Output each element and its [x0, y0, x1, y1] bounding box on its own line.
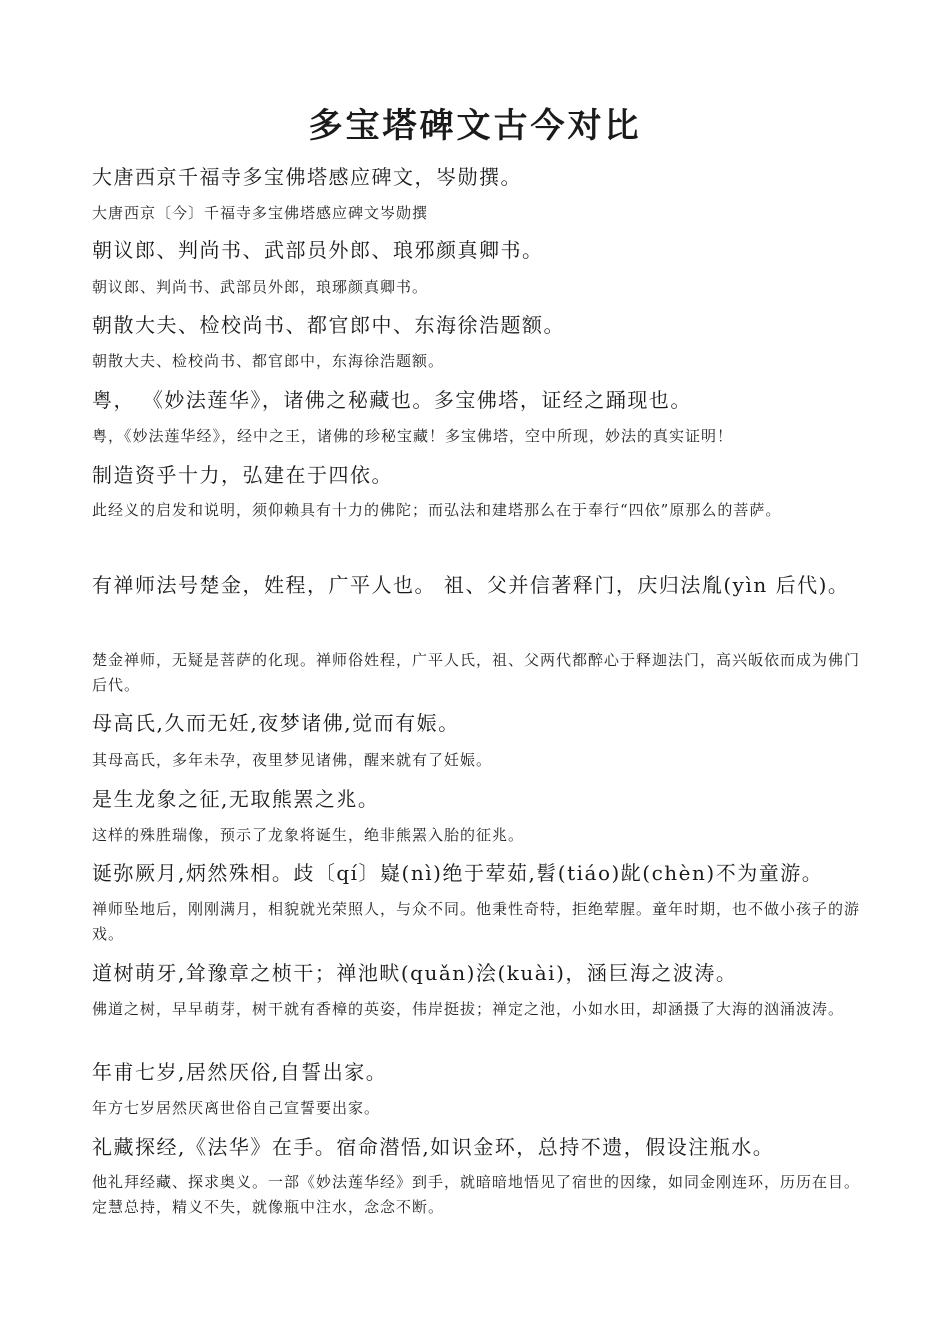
original-text: 是生龙象之征,无取熊罴之兆。 — [92, 787, 380, 811]
modern-translation: 禅师坠地后，刚刚满月，相貌就光荣照人，与众不同。他秉性奇特，拒绝荤腥。童年时期，也不做小孩子的游戏。 — [92, 900, 861, 943]
original-text: 制造资乎十力，弘建在于四依。 — [92, 463, 393, 487]
original-text: 粤， 《妙法莲华》，诸佛之秘藏也。多宝佛塔，证经之踊现也。 — [92, 388, 692, 412]
modern-translation: 朝议郎、判尚书、武部员外郎，琅琊颜真卿书。 — [92, 278, 429, 296]
modern-translation: 这样的殊胜瑞像，预示了龙象将诞生，绝非熊罴入胎的征兆。 — [92, 826, 525, 844]
original-text: 大唐西京千福寺多宝佛塔感应碑文，岑勋撰。 — [92, 165, 522, 189]
original-text: 年甫七岁,居然厌俗,自誓出家。 — [92, 1060, 388, 1084]
original-text: 有禅师法号楚金，姓程，广平人也。 祖、父并信著释门，庆归法胤(yìn 后代)。 — [92, 573, 850, 597]
modern-translation: 楚金禅师，无疑是菩萨的化现。禅师俗姓程，广平人氏，祖、父两代都醉心于释迦法门，高兴皈依而成为佛门后代。 — [92, 651, 861, 694]
original-text: 朝散大夫、检校尚书、都官郎中、东海徐浩题额。 — [92, 313, 565, 337]
original-text: 母高氏,久而无妊,夜梦诸佛,觉而有娠。 — [92, 711, 460, 735]
modern-translation: 大唐西京〔今〕千福寺多宝佛塔感应碑文岑勋撰 — [92, 204, 429, 222]
modern-translation: 粤，《妙法莲华经》，经中之王，诸佛的珍秘宝藏！多宝佛塔，空中所现，妙法的真实证明！ — [92, 427, 734, 445]
original-text: 礼藏探经,《法华》在手。宿命潜悟,如识金环，总持不遗，假设注瓶水。 — [92, 1135, 775, 1159]
original-text: 朝议郎、判尚书、武部员外郎、琅邪颜真卿书。 — [92, 238, 544, 262]
original-text: 诞弥厥月,炳然殊相。歧〔qí〕嶷(nì)绝于荤茹,髫(tiáo)龀(chèn)不为童游。 — [92, 861, 824, 885]
modern-translation: 年方七岁居然厌离世俗自己宣誓要出家。 — [92, 1099, 381, 1117]
modern-translation: 其母高氏，多年未孕，夜里梦见诸佛，醒来就有了妊娠。 — [92, 751, 493, 769]
modern-translation: 佛道之树，早早萌芽，树干就有香樟的英姿，伟岸挺拔；禅定之池，小如水田，却涵摄了大海的汹涌波涛。 — [92, 1000, 845, 1018]
modern-translation: 他礼拜经藏、探求奥义。一部《妙法莲华经》到手，就暗暗地悟见了宿世的因缘，如同金刚连环，历历在目。定慧总持，精义不失，就像瓶中注水，念念不断。 — [92, 1173, 861, 1216]
modern-translation: 此经义的启发和说明，须仰赖具有十力的佛陀；而弘法和建塔那么在于奉行“四依”原那么的菩萨。 — [92, 501, 782, 519]
modern-translation: 朝散大夫、检校尚书、都官郎中，东海徐浩题额。 — [92, 352, 445, 370]
original-text: 道树萌牙,耸豫章之桢干；禅池畎(quǎn)浍(kuài)，涵巨海之波涛。 — [92, 961, 738, 985]
document-title: 多宝塔碑文古今对比 — [308, 106, 642, 146]
